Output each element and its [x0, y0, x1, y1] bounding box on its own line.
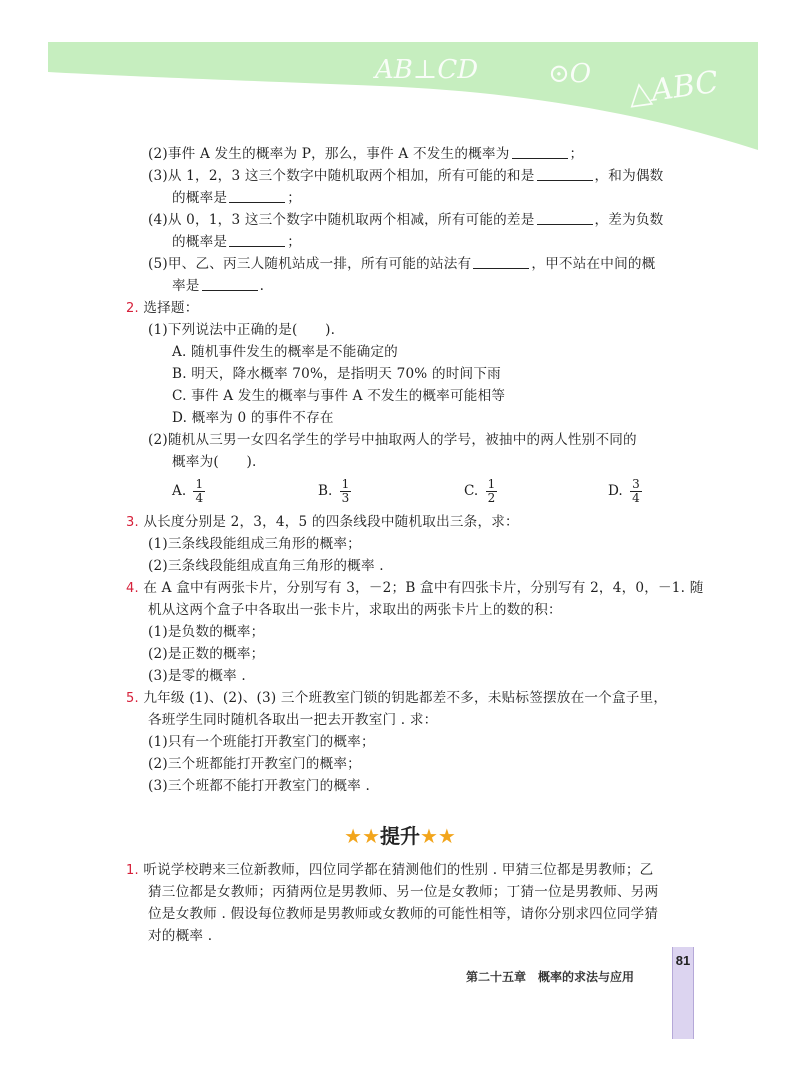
question-3: 3. 从长度分别是 2，3，4，5 的四条线段中随机取出三条，求： — [126, 514, 519, 530]
q1-item-3: (3)从 1，2，3 这三个数字中随机取两个相加，所有可能的和是 ，和为偶数 — [148, 168, 664, 184]
q1-item-5-cont: 率是 . — [172, 278, 265, 294]
question-5: 5. 九年级 (1)、(2)、(3) 三个班教室门锁的钥匙都差不多，未贴标签摆放在一个盒子里， — [126, 690, 668, 706]
q2-sub-2-option-a[interactable]: A. $\frac{1}{4}$ — [172, 477, 204, 505]
banner-decor-perpendicular: AB⊥CD — [375, 55, 479, 85]
section-title: 提升 — [380, 824, 420, 848]
question-number: 4. — [126, 581, 139, 596]
answer-blank[interactable] — [537, 167, 593, 181]
q4-sub-2: (2)是正数的概率； — [148, 646, 265, 662]
advanced-question-1: 1. 听说学校聘来三位新教师，四位同学都在猜测他们的性别 . 甲猜三位都是男教师；乙 — [126, 862, 654, 878]
question-4-cont: 机从这两个盒子中各取出一张卡片，求取出的两张卡片上的数的积： — [148, 602, 562, 618]
q2-sub-2: (2)随机从三男一女四名学生的学号中抽取两人的学号，被抽中的两人性别不同的 — [148, 432, 637, 448]
question-5-cont: 各班学生同时随机各取出一把去开教室门 . 求： — [148, 712, 438, 728]
section-heading — [0, 820, 800, 849]
advanced-question-1-line-4: 对的概率 . — [148, 928, 213, 944]
q2-sub-2-option-b[interactable]: B. $\frac{1}{3}$ — [318, 477, 350, 505]
header-banner — [0, 0, 800, 150]
q2-sub-2-option-d[interactable]: D. $\frac{3}{4}$ — [608, 477, 640, 505]
q5-sub-2: (2)三个班都能打开教室门的概率； — [148, 756, 361, 772]
q3-sub-2: (2)三条线段能组成直角三角形的概率 . — [148, 558, 384, 574]
q2-sub-1-option-d[interactable]: D. 概率为 0 的事件不存在 — [172, 410, 334, 426]
star-icon: ★★ — [420, 824, 456, 848]
question-number: 3. — [126, 515, 139, 530]
question-4: 4. 在 A 盒中有两张卡片，分别写有 3，－2；B 盒中有四张卡片，分别写有 2，4，0，－1. 随 — [126, 580, 704, 596]
q1-item-5: (5)甲、乙、丙三人随机站成一排，所有可能的站法有 ，甲不站在中间的概 — [148, 256, 656, 272]
question-number: 1. — [126, 863, 139, 878]
banner-decor-circle: ⊙O — [548, 59, 592, 89]
q1-item-2: (2)事件 A 发生的概率为 P，那么，事件 A 不发生的概率为 ； — [148, 146, 584, 162]
answer-blank[interactable] — [512, 145, 568, 159]
q2-sub-2-cont: 概率为( ). — [172, 454, 257, 470]
question-number: 2. — [126, 301, 139, 316]
fraction: $\frac{3}{4}$ — [632, 477, 640, 505]
answer-blank[interactable] — [229, 189, 285, 203]
advanced-question-1-line-2: 猜三位都是女教师；丙猜两位是男教师、另一位是女教师；丁猜一位是男教师、另两 — [148, 884, 659, 900]
fraction: $\frac{1}{4}$ — [195, 477, 204, 505]
q2-sub-2-option-c[interactable]: C. $\frac{1}{2}$ — [464, 477, 496, 505]
fraction: $\frac{1}{3}$ — [341, 477, 350, 505]
q2-sub-1: (1)下列说法中正确的是( ). — [148, 322, 336, 338]
q5-sub-1: (1)只有一个班能打开教室门的概率； — [148, 734, 375, 750]
advanced-question-1-line-3: 位是女教师 . 假设每位教师是男教师或女教师的可能性相等，请你分别求四位同学猜 — [148, 906, 659, 922]
answer-blank[interactable] — [537, 211, 593, 225]
banner-decor-triangle: △ABC — [626, 64, 721, 112]
answer-blank[interactable] — [229, 233, 285, 247]
answer-blank[interactable] — [202, 277, 258, 291]
q4-sub-3: (3)是零的概率 . — [148, 668, 246, 684]
q4-sub-1: (1)是负数的概率； — [148, 624, 265, 640]
chapter-footer: 第二十五章 概率的求法与应用 — [466, 970, 635, 984]
q2-sub-1-option-b[interactable]: B. 明天，降水概率 70%，是指明天 70% 的时间下雨 — [172, 366, 501, 382]
question-2: 2. 选择题： — [126, 300, 199, 316]
q1-item-3-cont: 的概率是 ； — [172, 190, 301, 206]
q2-sub-1-option-a[interactable]: A. 随机事件发生的概率是不能确定的 — [172, 344, 398, 360]
answer-blank[interactable] — [473, 255, 529, 269]
q5-sub-3: (3)三个班都不能打开教室门的概率 . — [148, 778, 371, 794]
q2-sub-1-option-c[interactable]: C. 事件 A 发生的概率与事件 A 不发生的概率可能相等 — [172, 388, 506, 404]
star-icon: ★★ — [344, 824, 380, 848]
question-number: 5. — [126, 691, 139, 706]
q1-item-4: (4)从 0，1，3 这三个数字中随机取两个相减，所有可能的差是 ，差为负数 — [148, 212, 664, 228]
q1-item-4-cont: 的概率是 ； — [172, 234, 301, 250]
q3-sub-1: (1)三条线段能组成三角形的概率； — [148, 536, 361, 552]
page-number: 81 — [675, 953, 691, 968]
fraction: $\frac{1}{2}$ — [487, 477, 496, 505]
